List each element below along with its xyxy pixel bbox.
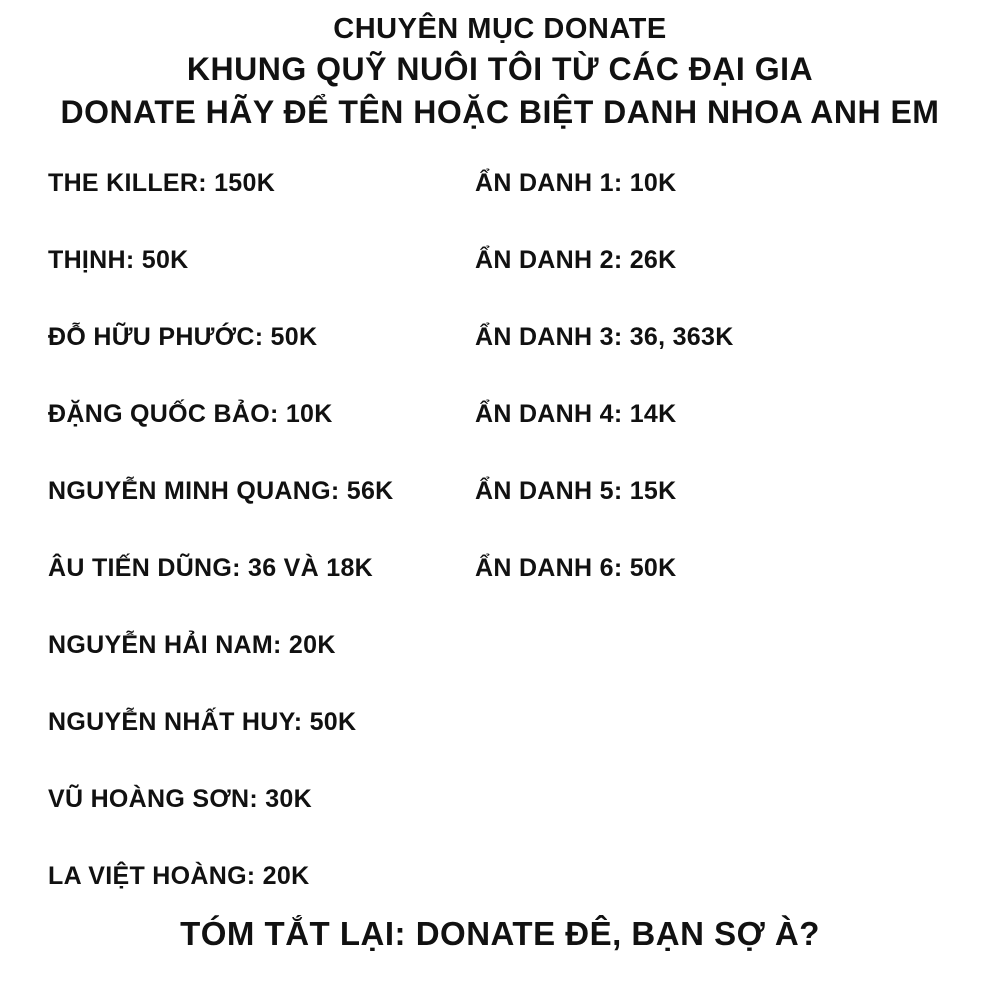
page-footer <box>0 915 1000 953</box>
list-item: THE KILLER: 150K <box>48 169 276 197</box>
list-item: ĐỖ HỮU PHƯỚC: 50K <box>48 323 318 351</box>
list-item: NGUYỄN NHẤT HUY: 50K <box>48 708 357 736</box>
list-item: ẨN DANH 2: 26K <box>475 246 677 274</box>
list-item: NGUYỄN HẢI NAM: 20K <box>48 631 336 659</box>
list-item: VŨ HOÀNG SƠN: 30K <box>48 785 312 813</box>
list-item: LA VIỆT HOÀNG: 20K <box>48 862 310 890</box>
donor-column-left <box>0 160 475 930</box>
page-header <box>0 0 1000 133</box>
list-item: ẨN DANH 4: 14K <box>475 400 677 428</box>
header-line-2: KHUNG QUỸ NUÔI TÔI TỪ CÁC ĐẠI GIA <box>186 51 814 88</box>
header-line-3: DONATE HÃY ĐỂ TÊN HOẶC BIỆT DANH NHOA ANH EM <box>60 93 940 130</box>
list-item: NGUYỄN MINH QUANG: 56K <box>48 477 394 505</box>
header-line-1: CHUYÊN MỤC DONATE <box>333 13 667 45</box>
footer-text: TÓM TẮT LẠI: DONATE ĐÊ, BẠN SỢ À? <box>180 915 820 952</box>
list-item: ẨN DANH 1: 10K <box>475 169 677 197</box>
list-item: ẨN DANH 5: 15K <box>475 477 677 505</box>
list-item: ẨN DANH 3: 36, 363K <box>475 323 734 351</box>
list-item: ĐẶNG QUỐC BẢO: 10K <box>48 400 333 428</box>
list-item: THỊNH: 50K <box>48 246 189 274</box>
donor-column-right <box>475 160 1000 930</box>
list-item: ÂU TIẾN DŨNG: 36 VÀ 18K <box>48 554 374 582</box>
donor-columns <box>0 160 1000 930</box>
list-item: ẨN DANH 6: 50K <box>475 554 677 582</box>
